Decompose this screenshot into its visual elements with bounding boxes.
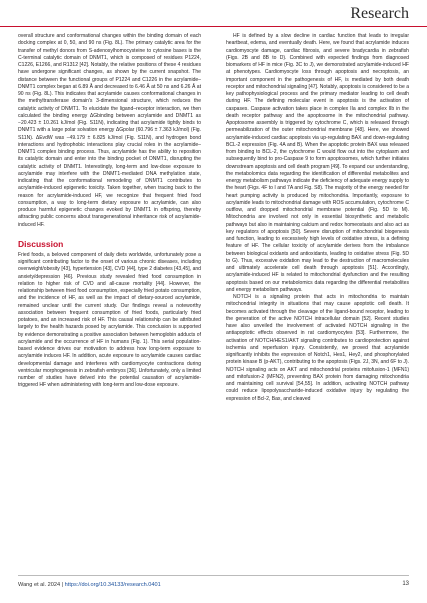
left-column	[18, 33, 201, 568]
right-column	[226, 33, 409, 568]
journal-section-title: Research	[350, 5, 409, 22]
doi-link[interactable]: https://doi.org/10.34133/research.0401	[64, 582, 161, 588]
body-paragraph: HF is defined by a slow decline in cardiac function that leads to irregular heartbeat, edema, and eventually death. Here, we found that acrylamide induces cardiomyocyte damage, cardiac fibrosis, and severe bradycardia in zebrafish (Figs. 2B and 8B to D). Combined with expected findings from diagnosed biomarkers of HF in mice (Fig. 3C to J), we demonstrated acrylamide-induced HF at phenotypes. Cardiomyocyte loss through apoptosis and necroptosis, an important component in the pathogenesis of HF, is mediated by both death receptor and mitochondrial signaling [47]. Notably, apoptosis is considered to be a key pathophysiological process and the primary mediator leading to cell death during HF. The defining molecular event in apoptosis is the activation of caspases. Caspase activation takes place in complex IIa and complex IIb in the death receptor pathway and the apoptosome in the mitochondrial pathway. Apoptosome assembly is triggered by cytochrome C, which is released through permeabilization of the outer mitochondrial membrane [48]. Here, we showed acrylamide-induced cardiac apoptosis via up-regulating BAX and down-regulating BCL-2 expression (Fig. 4A and B). When the apoptotic protein BAX was released from binding to BCL-2, the cytochrome C would flow out into the cytoplasm and subsequently bind to pro-Caspase 9 to form apoptosomes, which further initiates downstream apoptosis and cell death program [49]. To expand our understanding, the metabolomics data regarding the identification of differential metabolites and energy metabolism pathways indicate the deficiency of adequate energy supply to the heart (Figs. 4F to I and 7A and Fig. S8). The majority of the energy needed for heart pumping activity is produced by mitochondria. Importantly, exposure to acrylamide leads to mitochondrial damage with ROS accumulation, cytochrome C outflow, and dropped mitochondrial membrane potential (Fig. 5D to M). Mitochondria are involved not only in essential biosynthetic and metabolic pathways but also in maintaining calcium and redox homeostasis and also act as key regulators of apoptosis [50]. Severe disruption of mitochondrial biogenesis and function, leading to excessively high levels of oxidative stress, is a defining feature of HF. The cellular toxicity of acrylamide derives from the imbalance between biological oxidants and antioxidants, leading to oxidative stress (Fig. 5D to G). Thus, excessive oxidation may lead to the destruction of macromolecules and ultimately accelerate cell death through apoptosis [51]. Accordingly, acrylamide-induced HF is related to mitochondrial dysfunction and the resulting apoptosis based on our metabolomics data regarding the differential metabolites and energy metabolism pathways.	[226, 33, 409, 293]
body-paragraph: NOTCH is a signaling protein that acts in mitochondria to maintain mitochondrial integrity in situations that may cause apoptotic cell death. It becomes activated through the cleavage of the ligand-bound receptor, leading to the generation of the active NOTCH intracellular domain [52]. Recent studies have also unveiled the involvement of activated NOTCH signaling in the antiapoptotic effects observed in rat cardiomyocytes [53]. Furthermore, the activation of NOTCH/HES1/AKT signaling contributes to cardioprotection against ischemia and reperfusion injury. Consistently, we proved that acrylamide significantly inhibits the expression of Notch1, Hes1, Hey2, and phosphorylated protein kinase B (p-AKT), contributing to the apoptosis (Figs. 2J, 3N, and 6F to J). NOTCH signaling acts on AKT and mitochondrial proteins mitofusion-1 (MFN1) and mitofusion-2 (MFN2), preventing BAX protein from damaging mitochondria and maintaining cell survival [54,55]. In addition, activating NOTCH pathway could reduce lipopolysaccharide-induced oxidative injury by regulating the expression of Bcl-2, Bax, and cleaved	[226, 294, 409, 402]
discussion-heading: Discussion	[18, 238, 64, 249]
citation-text: Wang et al. 2024 |	[18, 582, 65, 588]
body-paragraph: Fried foods, a beloved component of daily diets worldwide, unfortunately pose a significant contributing factor to the onset of various chronic diseases, including overweight/obesity [43], hypertension [43], CVD [44], type 2 diabetes [43,45], and anxiety/depression [46]. Previous study revealed fried food consumption in relation to higher risk of CVD and all-cause mortality [44]. However, the relationship between fried food consumption, especially fried potato consumption, and the incidence of HF, as well as the impact of dietary-sourced acrylamide, remained unclear until the current study. Our findings reveal a noteworthy association between frequent consumption of fried foods, particularly fried potatoes, and an increased risk of HF. This causal relationship can be attributed largely to the health hazards posed by acrylamide. This conclusion is supported by evidence demonstrating a positive association between hemoglobin adducts of acrylamide and the occurrence of HF in humans (Fig. 1). This serial population-based evidence drives our motivation to address how long-term exposure to acrylamide induces HF. In addition, acute exposure to acrylamide causes cardiac developmental damage and interferes with cardiomyocyte contractions during ventricular morphogenesis in zebrafish embryos [36]. Unfortunately, only a limited number of studies have delved into the potential causation of acrylamide-triggered HF when administering with long-term and low-dose exposure.	[18, 251, 201, 389]
page-number: 13	[402, 581, 409, 587]
footer-divider	[18, 575, 409, 576]
footer-citation	[18, 582, 161, 588]
header-divider	[0, 26, 427, 27]
body-paragraph: overall structure and conformational changes within the binding domain of each docking complex at 0, 50, and 90 ns (Fig. 8L). The primary catalytic area for the transfer of methyl donors from S-adenosylhomocysteine to cytosine bases is the C-terminal catalytic domain of DNMT1, which is composed of residues P1224, C1226, E1266, and R1312 [42]. Notably, the relative positions of these 4 residues have undergone significant changes, as shown by the current snapshot. The distance between the functional groups of P1224 and C1226 in the acrylamide–DNMT1 complex began at 6.89 Å and decreased to 6.46 Å at 50 ns and 6.26 Å at 90 ns (Fig. 8L). This indicates that acrylamide causes conformational changes in the methyltransferase domain's 3-dimensional structure, which reduces the catalytic activity of DNMT1. To elucidate the ligand–receptor interaction, we then calculated the binding energy ΔGbinding between acrylamide and DNMT1 as −20.423 ± 10.261 kJ/mol (Fig. S11N), indicating that acrylamide tightly binds to DNMT1 with a large polar solvation energy ΔGpolar (60.796 ± 7.363 kJ/mol) (Fig. S11N). ΔEvdW was −49.179 ± 6.825 kJ/mol (Fig. S11N), and hydrogen bond interactions and hydrophobic interactions play crucial roles in the acrylamide–DNMT1 complex binding process. Thus, acrylamide has the ability to reposition its catalytic domain and enter into the binding pocket of DNMT1, disrupting the catalytic activity of DNMT1. Interestingly, long-term and low-dose exposure to acrylamide may interfere with the DNMT1-mediated DNA methylation state, indicating that the conformational remodeling of DNMT1 contributes to acrylamide-induced epigenetic toxicity. Taken together, when tracing back to the reason for acrylamide-induced HF, we recognize that frequent fried food consumption, a way to long-term dietary exposure to acrylamide, can also produce harmful epigenetic changes evoked by DNMT1 in offspring, thereby attracting public concerns about transgenerational inheritance risk of acrylamide-induced HF.	[18, 33, 201, 228]
